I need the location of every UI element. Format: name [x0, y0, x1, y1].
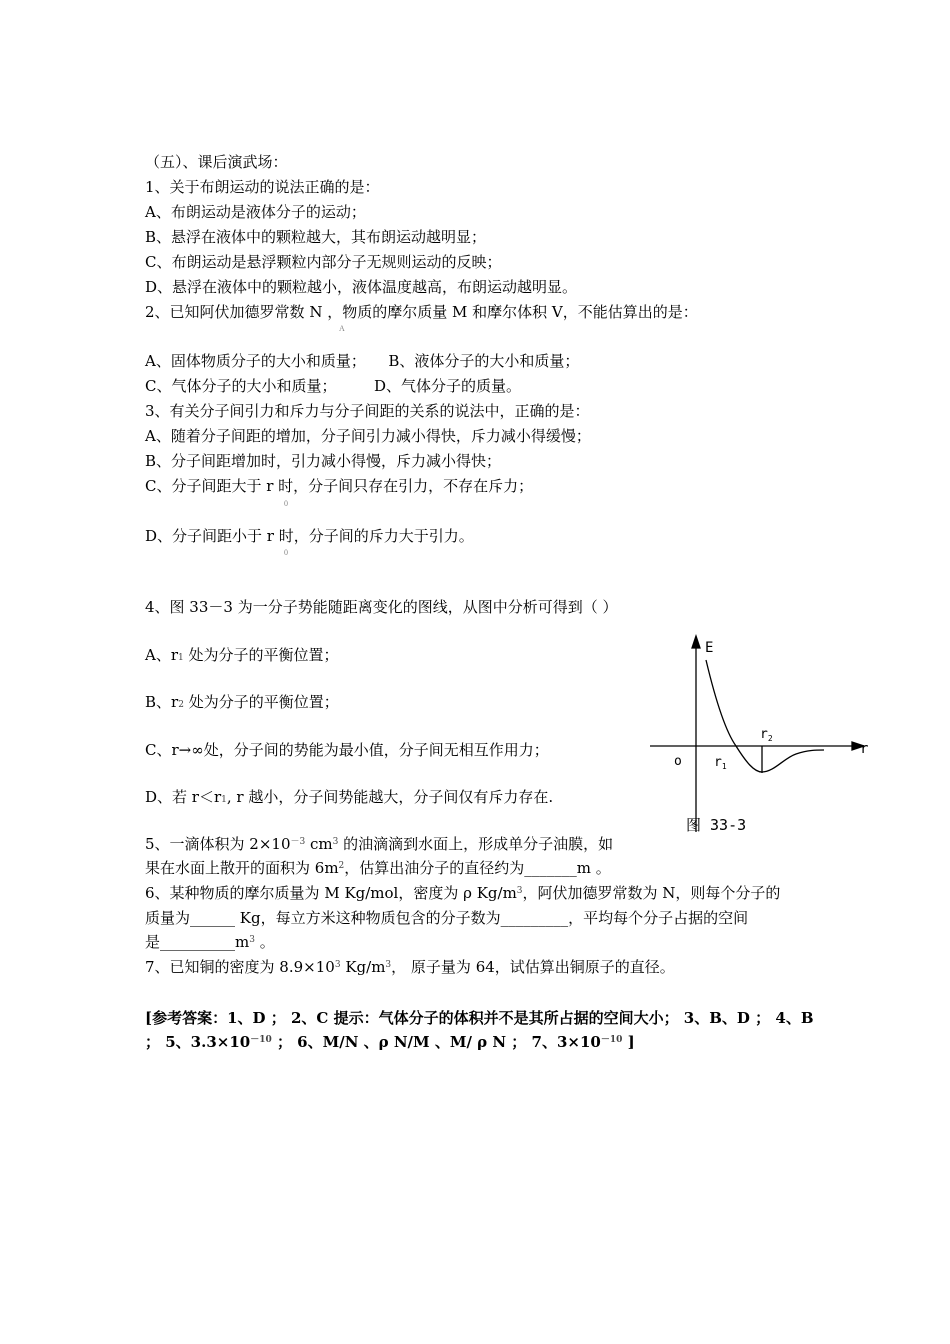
figure-caption: 图 33-3	[686, 816, 747, 834]
origin-label: o	[674, 754, 682, 769]
q1-option-d: D、悬浮在液体中的颗粒越小，液体温度越高，布朗运动越明显。	[145, 278, 578, 296]
q4-stem: 4、图 33－3 为一分子势能随距离变化的图线，从图中分析可得到（ ）	[145, 598, 618, 616]
q1-option-b: B、悬浮在液体中的颗粒越大，其布朗运动越明显；	[145, 228, 487, 246]
q4-option-b: B、$r_2$ 处为分子的平衡位置；	[145, 693, 339, 711]
q4-option-a: A、$r_1$ 处为分子的平衡位置；	[145, 646, 339, 664]
q3-option-a: A、随着分子间距的增加，分子间引力减小得快，斥力减小得缓慢；	[145, 427, 591, 445]
q5-line1: 5、一滴体积为 $2\times 10^{-3}$ $cm^3$ 的油滴滴到水面上，形成单分子油膜，如	[145, 835, 614, 853]
q3-option-c: C、分子间距大于 r 时，分子间只存在引力，不存在斥力；	[145, 477, 534, 495]
section-title: （五）、课后演武场：	[145, 153, 288, 171]
y-axis-arrow	[692, 636, 700, 648]
r1-label: $r_1$	[714, 755, 727, 771]
q1-option-c: C、布朗运动是悬浮颗粒内部分子无规则运动的反映；	[145, 253, 502, 271]
q5-line2: 果在水面上散开的面积为 $6m^2$，估算出油分子的直径约为_______m 。	[145, 859, 611, 877]
q3-option-d-subscript: 0	[284, 548, 288, 557]
q4-option-d: D、若 $r<r_1$, r 越小，分子间势能越大，分子间仅有斥力存在.	[145, 788, 554, 806]
y-axis-label: E	[705, 640, 714, 656]
q3-stem: 3、有关分子间引力和斥力与分子间距的关系的说法中，正确的是：	[145, 402, 590, 420]
q7-stem: 7、已知铜的密度为 $8.9\times 10^3$ $Kg/m^3$， 原子量为 64，试估算出铜原子的直径。	[145, 958, 675, 976]
q2-subscript: A	[339, 324, 345, 333]
q1-stem: 1、关于布朗运动的说法正确的是：	[145, 178, 380, 196]
q2-stem: 2、已知阿伏加德罗常数 N ，物质的摩尔质量 M 和摩尔体积 V，不能估算出的是：	[145, 303, 698, 321]
potential-curve	[706, 660, 824, 772]
r2-label: $r_2$	[760, 727, 773, 743]
q4-option-c: C、r→∞处，分子间的势能为最小值，分子间无相互作用力；	[145, 741, 549, 759]
q3-option-c-subscript: 0	[284, 499, 288, 508]
q6-line1: 6、某种物质的摩尔质量为 M Kg/mol，密度为 ρ $Kg/m^3$，阿伏加德罗常数为 N，则每个分子的	[145, 884, 781, 902]
q2-options-cd: C、气体分子的大小和质量； D、气体分子的质量。	[145, 377, 522, 395]
q6-line2: 质量为______ Kg，每立方米这种物质包含的分子数为_________，平均每个分子占据的空间	[145, 909, 749, 927]
q2-options-ab: A、固体物质分子的大小和质量； B、液体分子的大小和质量；	[145, 352, 580, 370]
q1-option-a: A、布朗运动是液体分子的运动；	[145, 203, 366, 221]
answers-line1: [参考答案：1、D ； 2、C 提示：气体分子的体积并不是其所占据的空间大小； 3、B、D ； 4、B	[145, 1009, 814, 1027]
q3-option-b: B、分子间距增加时，引力减小得慢，斥力减小得快；	[145, 452, 502, 470]
q6-line3: 是$\_\_\_\_\_\_\_\_\_\_m^3$ 。	[145, 933, 275, 951]
q3-option-d: D、分子间距小于 r 时，分子间的斥力大于引力。	[145, 527, 474, 545]
potential-energy-figure	[648, 632, 878, 842]
x-axis-label: r	[860, 741, 869, 757]
answers-line2: ； 5、$3.3\times 10^{-10}$ ； 6、M/N 、ρ N/M 、M/ ρ N ； 7、$3\times 10^{-10}$ ]	[145, 1033, 635, 1051]
